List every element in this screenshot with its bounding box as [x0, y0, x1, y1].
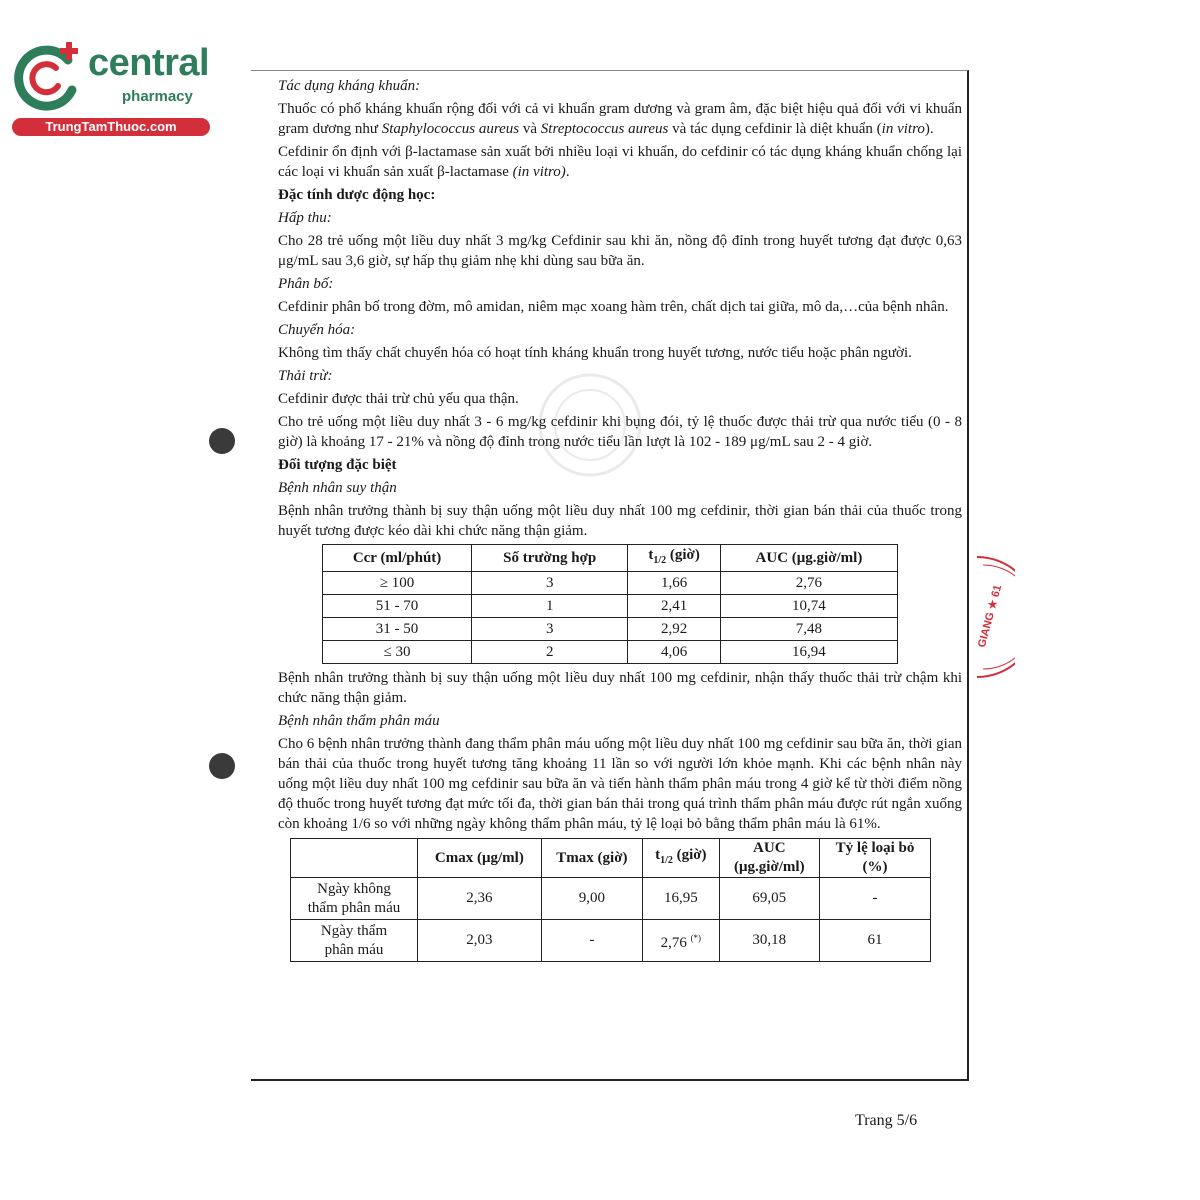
hemodialysis-table	[290, 838, 931, 962]
table-row	[323, 641, 898, 664]
page-number: Trang 5/6	[855, 1112, 918, 1129]
paragraph: Cefdinir được thải trừ chủ yếu qua thận.	[278, 391, 519, 407]
table-cell: 2	[472, 641, 628, 664]
logo-mark-icon	[10, 38, 90, 118]
table-header-row	[291, 839, 931, 878]
punch-hole-icon	[209, 753, 235, 779]
row-label: Ngày thẩm phân máu	[291, 920, 418, 962]
table-cell: 2,36	[418, 878, 542, 920]
paragraph: Cefdinir phân bố trong đờm, mô amidan, niêm mạc xoang hàm trên, chất dịch tai giữa, mô da,…của bệnh nhân.	[278, 299, 949, 315]
table-cell: -	[820, 878, 931, 920]
table-header: AUC (μg.giờ/ml)	[720, 545, 897, 572]
logo-sub: pharmacy	[122, 88, 193, 105]
renal-table	[322, 544, 898, 664]
section-heading: Đặc tính dược động học:	[278, 187, 436, 203]
paragraph: Cho trẻ uống một liều duy nhất 3 - 6 mg/kg cefdinir khi bụng đói, tỷ lệ thuốc được thải trừ qua nước tiểu (0 - 8 giờ) là khoảng 17 - 21% và nồng độ đỉnh trong nước tiểu lần lượt là 102 - 189 μg/mL sau 2 - 4 giờ.	[278, 414, 962, 450]
table-header: Tỷ lệ loại bỏ (%)	[820, 839, 931, 878]
table-cell: ≤ 30	[323, 641, 472, 664]
row-label: Ngày không thẩm phân máu	[291, 878, 418, 920]
red-stamp-icon	[975, 555, 1015, 680]
paragraph: Cefdinir ổn định với β-lactamase sản xuất bởi nhiều loại vi khuẩn, do cefdinir có tác dụng kháng khuẩn chống lại các loại vi khuẩn sản xuất β-lactamase (in vitro).	[278, 144, 962, 180]
table-header: AUC (μg.giờ/ml)	[719, 839, 820, 878]
paragraph: Bệnh nhân trưởng thành bị suy thận uống một liều duy nhất 100 mg cefdinir, thời gian bán thải của thuốc trong huyết tương được kéo dài khi chức năng thận giảm.	[278, 503, 962, 539]
table-cell: 31 - 50	[323, 618, 472, 641]
table-cell: 10,74	[720, 595, 897, 618]
table-cell: ≥ 100	[323, 572, 472, 595]
table-cell: 2,03	[418, 920, 542, 962]
subsection-title: Phân bố:	[278, 276, 334, 292]
table-row	[323, 618, 898, 641]
table-header: $t_{1/2}$ (giờ)	[643, 839, 719, 878]
table-cell: 4,06	[628, 641, 721, 664]
paragraph: Thuốc có phổ kháng khuẩn rộng đối với cả vi khuẩn gram dương và gram âm, đặc biệt hiệu quả đối với vi khuẩn gram dương như Staphylococcus aureus và Streptococcus aureus và tác dụng cefdinir là diệt khuẩn (in vitro).	[278, 101, 962, 137]
table-cell: 69,05	[719, 878, 820, 920]
table-cell: 3	[472, 618, 628, 641]
paragraph: Cho 28 trẻ uống một liều duy nhất 3 mg/kg Cefdinir sau khi ăn, nồng độ đỉnh trong huyết tương đạt được 0,63 μg/mL sau 3,6 giờ, sự hấp thụ giảm nhẹ khi dùng sau bữa ăn.	[278, 233, 962, 269]
table-cell: 2,76	[720, 572, 897, 595]
table-row	[323, 572, 898, 595]
paragraph: Không tìm thấy chất chuyển hóa có hoạt tính kháng khuẩn trong huyết tương, nước tiểu hoặc phân người.	[278, 345, 912, 361]
table-cell: 9,00	[541, 878, 642, 920]
document-body	[278, 74, 962, 962]
section-heading: Đối tượng đặc biệt	[278, 457, 397, 473]
table-cell: 16,95	[643, 878, 719, 920]
table-cell: 30,18	[719, 920, 820, 962]
table-cell: 2,76 (*)	[643, 920, 719, 962]
table-cell: 7,48	[720, 618, 897, 641]
subsection-title: Chuyển hóa:	[278, 322, 356, 338]
paragraph: Cho 6 bệnh nhân trưởng thành đang thẩm phân máu uống một liều duy nhất 100 mg cefdinir sau bữa ăn, thời gian bán thải của thuốc trong huyết tương tăng khoảng 11 lần so với người lớn khỏe mạnh. Khi các bệnh nhân này uống một liều duy nhất 100 mg cefdinir sau bữa ăn và tiến hành thẩm phân máu trong 4 giờ kể từ thời điểm nồng độ thuốc trong huyết tương đạt mức tối đa, thời gian bán thải trong quá trình thẩm phân máu được rút ngắn xuống còn khoảng 1/6 so với những ngày không thẩm phân máu, tỷ lệ loại bỏ bằng thẩm phân máu là 61%.	[278, 736, 962, 832]
punch-hole-icon	[209, 428, 235, 454]
table-row	[291, 920, 931, 962]
table-cell: 51 - 70	[323, 595, 472, 618]
table-cell: 3	[472, 572, 628, 595]
section-title: Tác dụng kháng khuẩn:	[278, 78, 421, 94]
paragraph: Bệnh nhân trưởng thành bị suy thận uống một liều duy nhất 100 mg cefdinir, nhận thấy thuốc thải trừ chậm khi chức năng thận giảm.	[278, 670, 962, 706]
subsection-title: Bệnh nhân suy thận	[278, 480, 397, 496]
table-header: Số trường hợp	[472, 545, 628, 572]
table-row	[291, 878, 931, 920]
stamp-text: GIANG ★ 61	[975, 583, 1005, 649]
table-header-empty	[291, 839, 418, 878]
subsection-title: Bệnh nhân thẩm phân máu	[278, 713, 440, 729]
table-cell: -	[541, 920, 642, 962]
subsection-title: Hấp thu:	[278, 210, 332, 226]
logo-website: TrungTamThuoc.com	[12, 118, 210, 136]
table-cell: 16,94	[720, 641, 897, 664]
table-header: Ccr (ml/phút)	[323, 545, 472, 572]
table-header: Tmax (giờ)	[541, 839, 642, 878]
table-row	[323, 595, 898, 618]
table-header-row	[323, 545, 898, 572]
table-cell: 1,66	[628, 572, 721, 595]
table-cell: 2,92	[628, 618, 721, 641]
table-cell: 1	[472, 595, 628, 618]
table-header: Cmax (μg/ml)	[418, 839, 542, 878]
table-header: $t_{1/2}$ (giờ)	[628, 545, 721, 572]
table-cell: 2,41	[628, 595, 721, 618]
logo-name: central	[88, 42, 210, 84]
subsection-title: Thải trừ:	[278, 368, 333, 384]
table-cell: 61	[820, 920, 931, 962]
